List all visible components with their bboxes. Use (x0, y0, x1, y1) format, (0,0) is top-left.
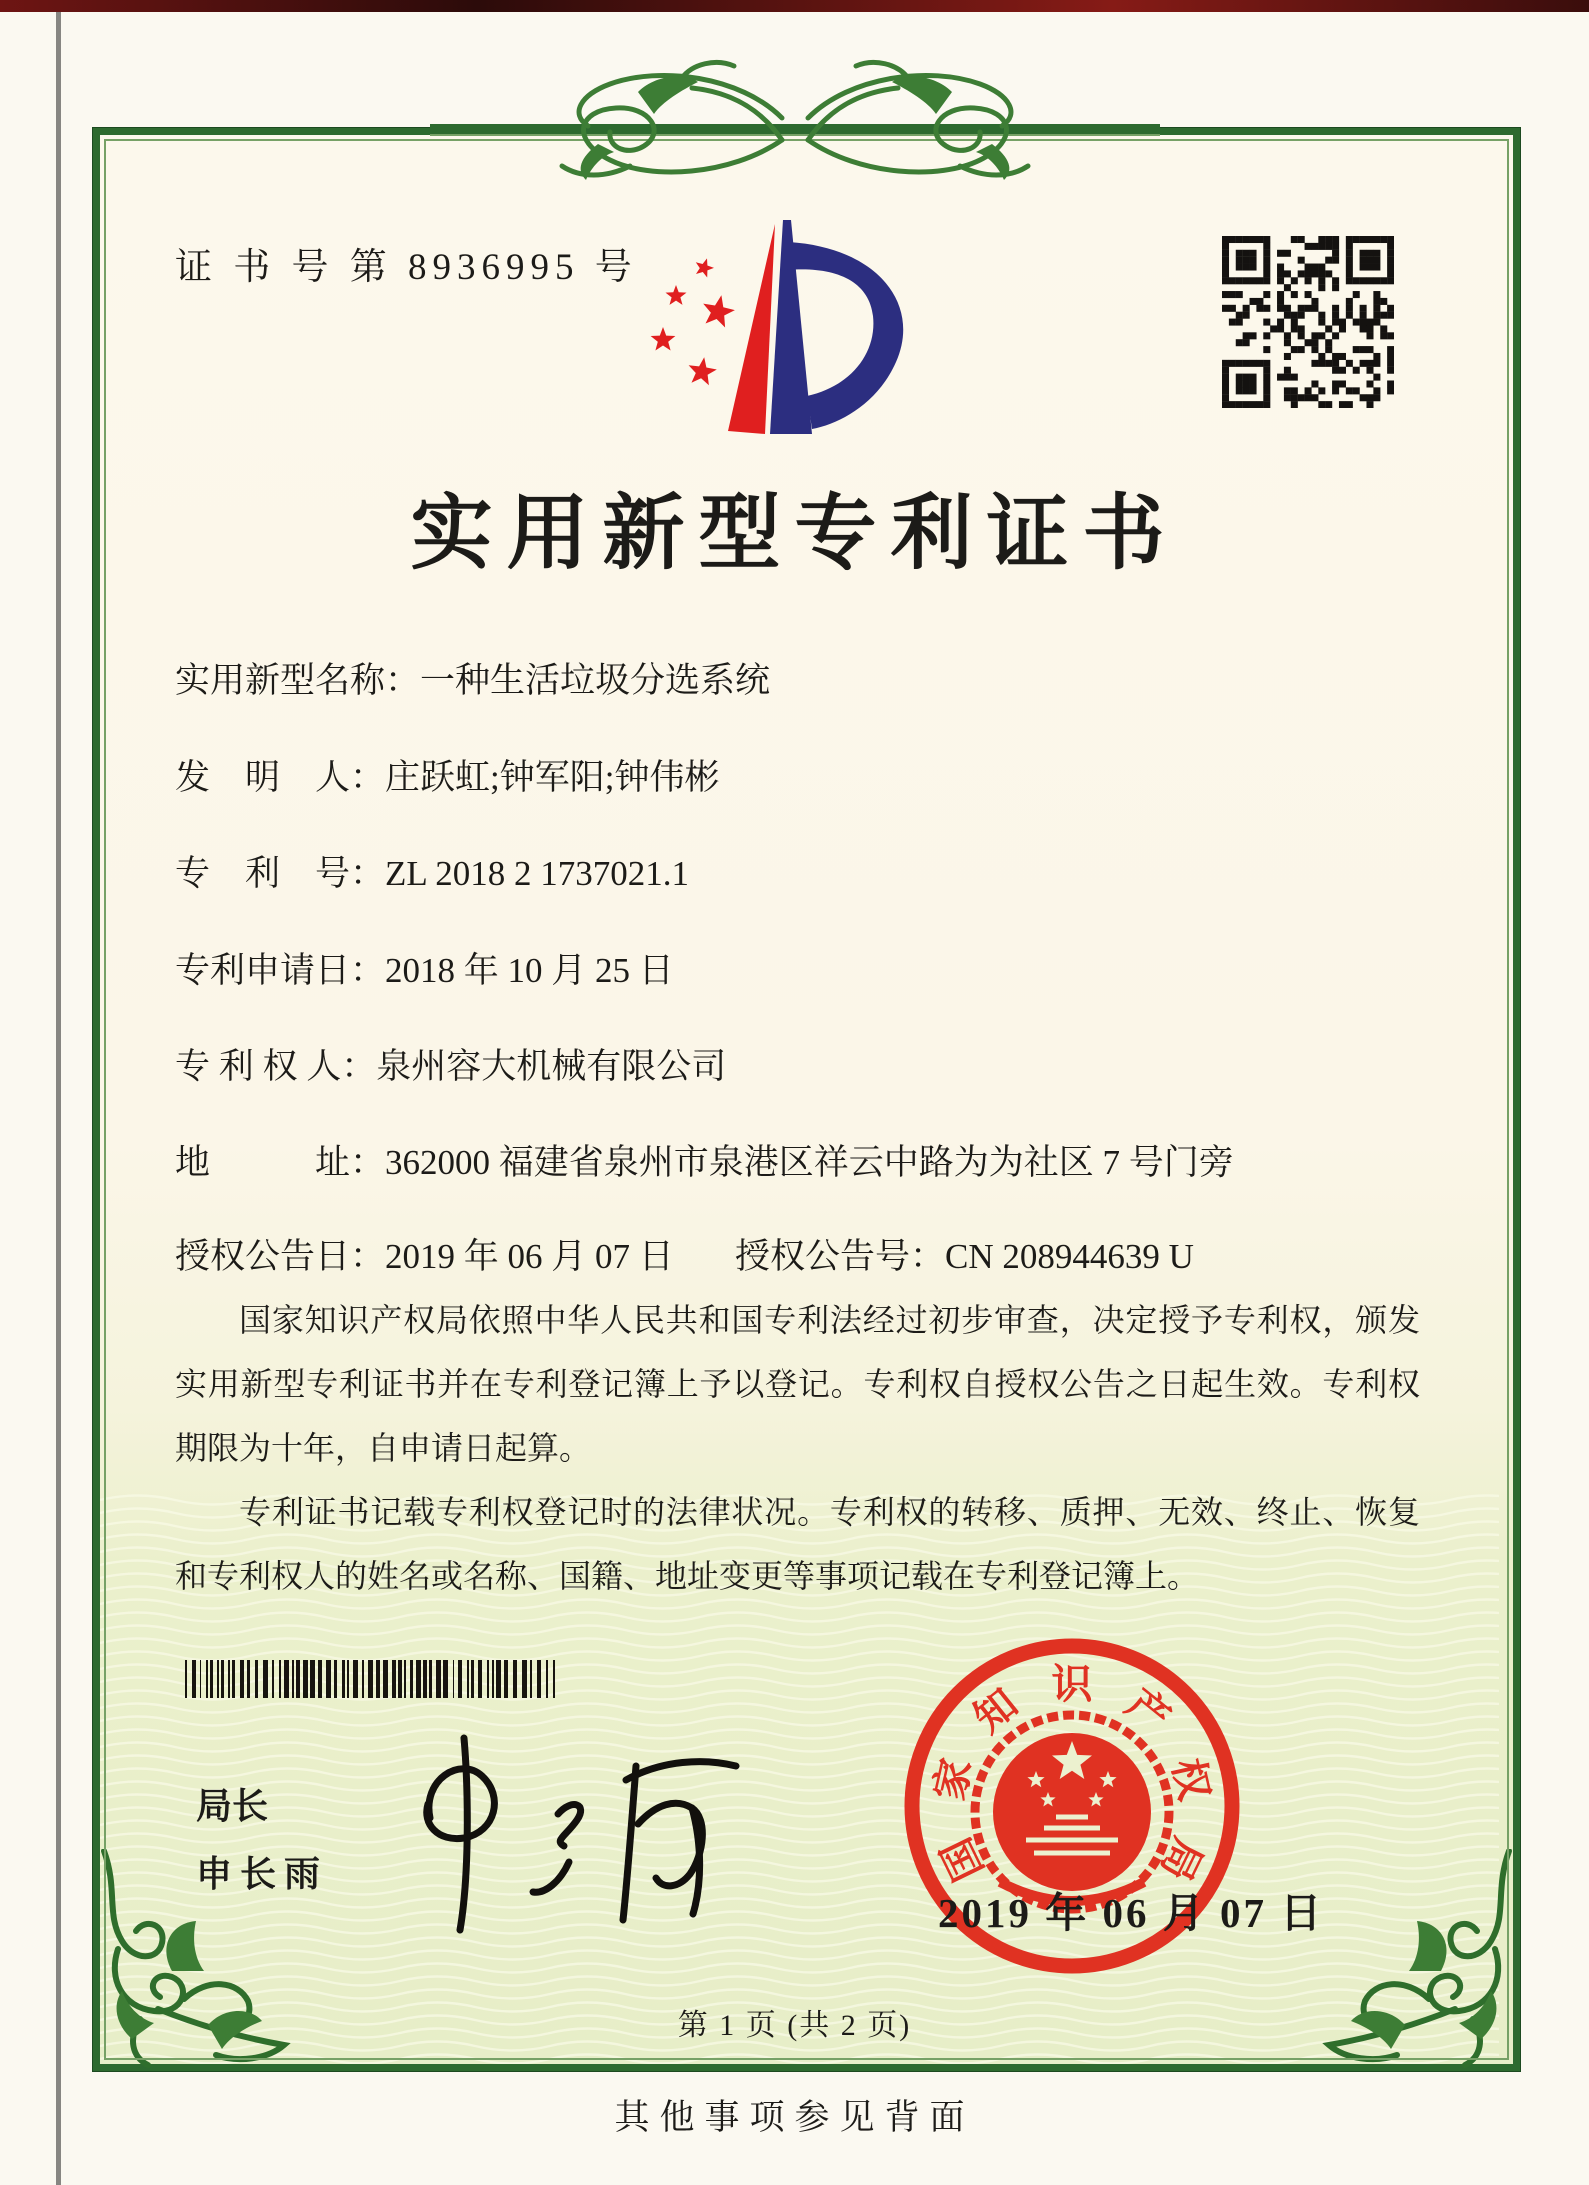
field-row-patentee (175, 1042, 1425, 1092)
barcode-bar (279, 1660, 281, 1698)
barcode-bar (383, 1660, 387, 1698)
svg-text:知: 知 (965, 1679, 1027, 1742)
field-row-grant (175, 1232, 1425, 1282)
barcode-bar (478, 1660, 481, 1698)
barcode-bar (368, 1660, 373, 1698)
scan-edge-left (56, 12, 61, 2185)
barcode-bar (392, 1660, 396, 1698)
field-value: 2019 年 06 月 07 日 (385, 1237, 674, 1276)
barcode-bar (272, 1660, 274, 1698)
barcode-bar (353, 1660, 358, 1698)
barcode-bar (206, 1660, 208, 1698)
barcode-bar (318, 1660, 322, 1698)
barcode-bar (200, 1660, 202, 1698)
field-row-filing-date (175, 946, 1425, 996)
barcode-bar (546, 1660, 548, 1698)
field-label: 专利申请日： (175, 951, 386, 990)
barcode-bar (416, 1660, 421, 1698)
barcode-bar (496, 1660, 501, 1698)
field-label: 实用新型名称： (175, 661, 421, 700)
field-value: 一种生活垃圾分选系统 (420, 661, 771, 700)
svg-text:国: 国 (932, 1830, 993, 1888)
director-title: 局长 (196, 1785, 269, 1826)
barcode-bar (342, 1660, 345, 1698)
barcode-bar (263, 1660, 268, 1698)
barcode-bar (240, 1660, 243, 1698)
barcode-bar (347, 1660, 349, 1698)
director-name: 申长雨 (196, 1853, 329, 1894)
field-value: 庄跃虹;钟军阳;钟伟彬 (385, 758, 720, 797)
certificate-number: 证 书 号 第 8936995 号 (175, 247, 638, 288)
barcode-bar (362, 1660, 364, 1698)
barcode (185, 1660, 557, 1698)
field-value: 泉州容大机械有限公司 (376, 1047, 727, 1086)
field-row-name (175, 656, 1425, 706)
scan-edge-top (0, 0, 1589, 12)
field-value: 362000 福建省泉州市泉港区祥云中路为为社区 7 号门旁 (385, 1143, 1234, 1182)
barcode-bar (217, 1660, 219, 1698)
paragraph: 专利证书记载专利权登记时的法律状况。专利权的转移、质押、无效、终止、恢复和专利权人的姓名或名称、国籍、地址变更等事项记载在专利登记簿上。 (175, 1494, 1420, 1594)
field-label: 发 明 人： (175, 758, 386, 797)
barcode-bar (192, 1660, 195, 1698)
barcode-bar (398, 1660, 402, 1698)
seal-date: 2019 年 06 月 07 日 (938, 1890, 1325, 1936)
field-row-inventors (175, 753, 1425, 803)
field-label: 授权公告号： (735, 1237, 946, 1276)
barcode-bar (537, 1660, 541, 1698)
barcode-bar (530, 1660, 532, 1698)
barcode-bar (471, 1660, 474, 1698)
barcode-bar (429, 1660, 432, 1698)
svg-text:权: 权 (1164, 1754, 1218, 1805)
field-value: 2018 年 10 月 25 日 (385, 951, 674, 990)
field-label: 专 利 权 人： (175, 1047, 377, 1086)
barcode-bar (255, 1660, 257, 1698)
grant-number-pair (735, 1232, 1194, 1282)
field-row-address (175, 1138, 1425, 1188)
barcode-bar (326, 1660, 330, 1698)
barcode-bar (487, 1660, 489, 1698)
barcode-bar (513, 1660, 517, 1698)
field-label: 地 址： (175, 1143, 386, 1182)
qr-code (1222, 236, 1394, 408)
barcode-bar (553, 1660, 555, 1698)
field-label: 授权公告日： (175, 1237, 386, 1276)
legal-paragraphs (175, 1288, 1420, 1608)
field-row-patent-number (175, 849, 1425, 899)
barcode-bar (284, 1660, 288, 1698)
barcode-bar (296, 1660, 300, 1698)
barcode-bar (334, 1660, 337, 1698)
barcode-bar (410, 1660, 412, 1698)
svg-text:局: 局 (1151, 1830, 1212, 1888)
svg-text:识: 识 (1051, 1661, 1093, 1707)
field-value: ZL 2018 2 1737021.1 (385, 854, 689, 893)
barcode-bar (376, 1660, 380, 1698)
scroll-top-ornament (430, 48, 1160, 188)
certificate-title: 实用新型专利证书 (410, 488, 1179, 579)
barcode-bar (423, 1660, 427, 1698)
barcode-bar (310, 1660, 315, 1698)
barcode-bar (221, 1660, 223, 1698)
grant-date-pair (175, 1232, 735, 1282)
svg-text:家: 家 (926, 1754, 980, 1805)
barcode-bar (492, 1660, 494, 1698)
barcode-bar (303, 1660, 308, 1698)
barcode-bar (210, 1660, 212, 1698)
barcode-bar (453, 1660, 455, 1698)
page-indicator: 第 1 页 (共 2 页) (677, 2009, 912, 2042)
svg-text:产: 产 (1117, 1679, 1179, 1742)
barcode-bar (504, 1660, 508, 1698)
cnipa-logo (628, 210, 918, 444)
director-signature (368, 1722, 808, 1952)
barcode-bar (458, 1660, 462, 1698)
back-side-note: 其他事项参见背面 (614, 2098, 975, 2137)
barcode-bar (232, 1660, 235, 1698)
field-value: CN 208944639 U (945, 1237, 1194, 1276)
field-label: 专 利 号： (175, 854, 386, 893)
barcode-bar (185, 1660, 187, 1698)
barcode-bar (467, 1660, 469, 1698)
barcode-bar (436, 1660, 440, 1698)
barcode-bar (247, 1660, 250, 1698)
barcode-bar (292, 1660, 294, 1698)
barcode-bar (443, 1660, 448, 1698)
barcode-bar (522, 1660, 527, 1698)
paragraph: 国家知识产权局依照中华人民共和国专利法经过初步审查，决定授予专利权，颁发实用新型专利证书并在专利登记簿上予以登记。专利权自授权公告之日起生效。专利权期限为十年，自申请日起算。 (175, 1302, 1420, 1466)
barcode-bar (228, 1660, 230, 1698)
barcode-bar (404, 1660, 406, 1698)
